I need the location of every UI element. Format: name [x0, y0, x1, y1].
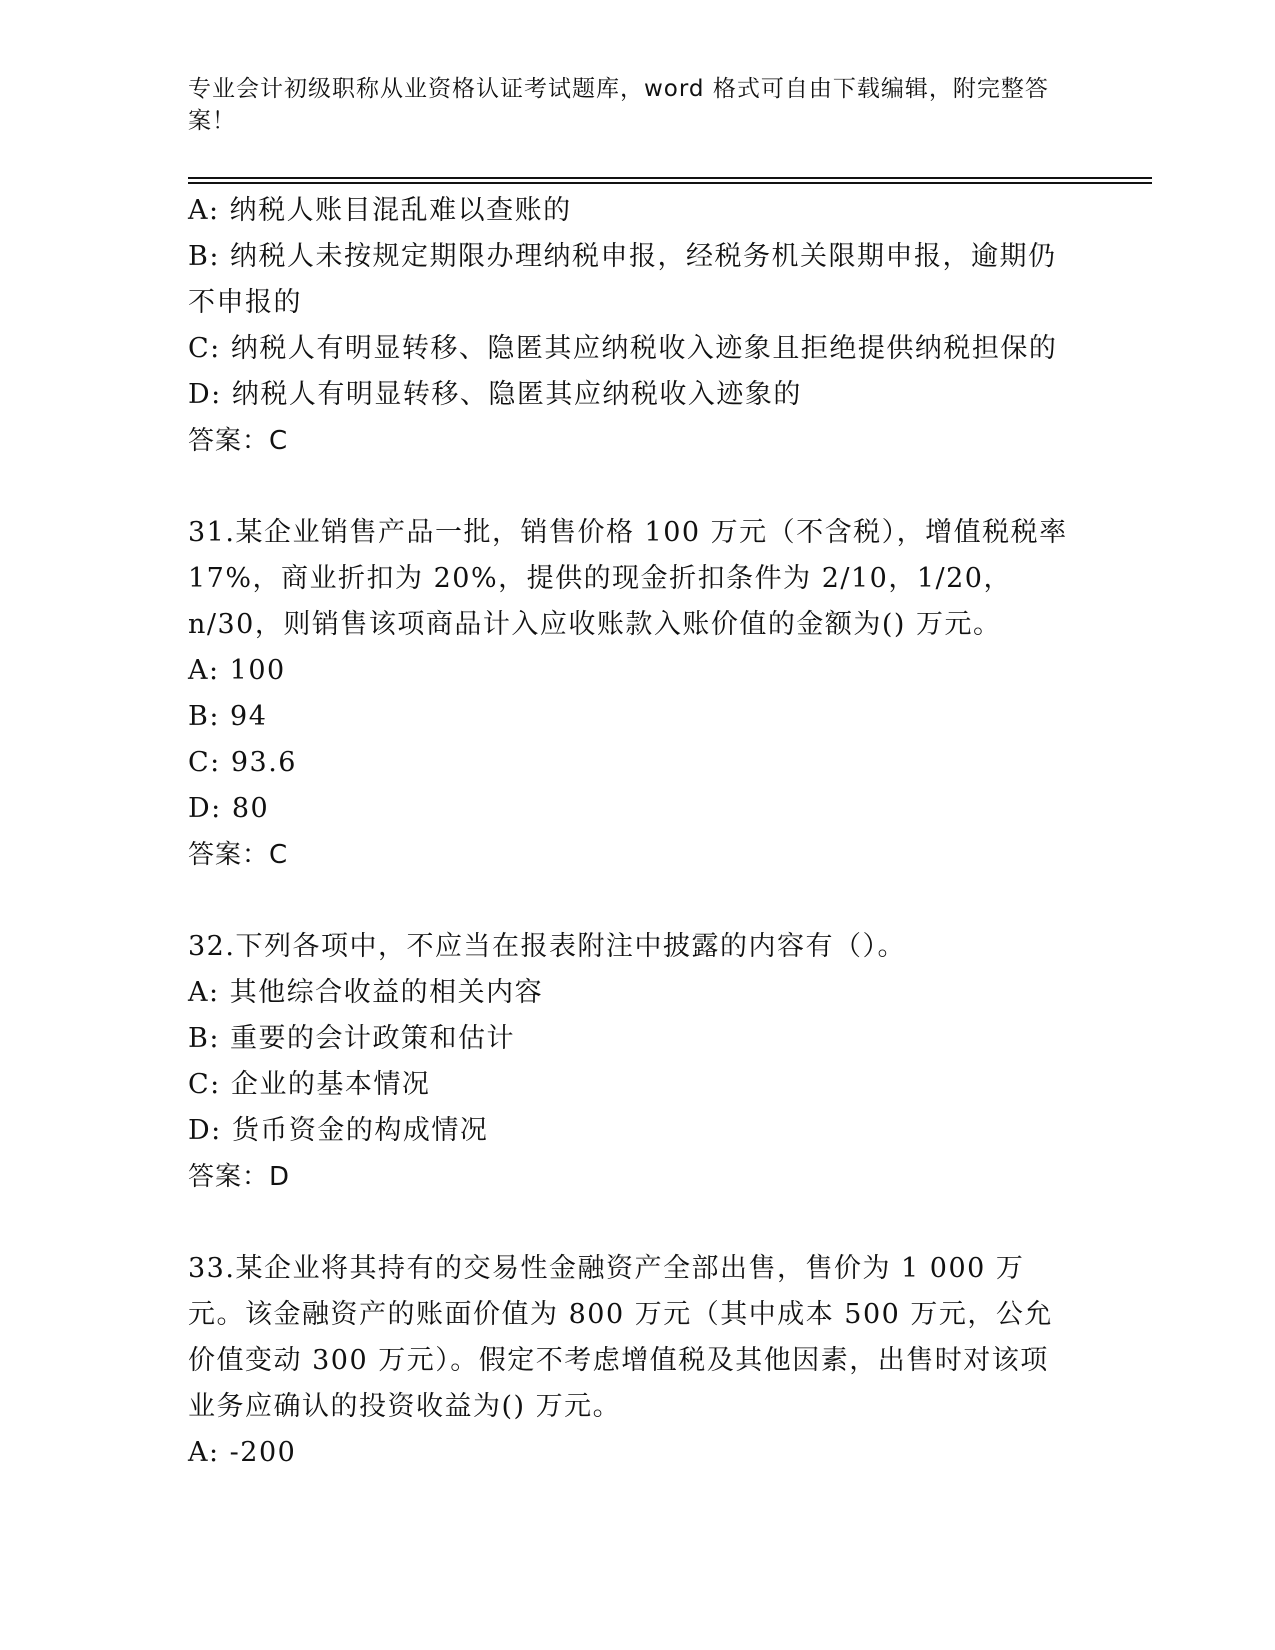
question-block-32 [188, 924, 1068, 1200]
option-c: C: 纳税人有明显转移、隐匿其应纳税收入迹象且拒绝提供纳税担保的 [188, 333, 1058, 364]
header-rule-top [188, 177, 1152, 179]
option-c: C: 93.6 [188, 747, 297, 778]
option-d: D: 纳税人有明显转移、隐匿其应纳税收入迹象的 [188, 379, 802, 410]
spacer [188, 878, 1068, 924]
option-d: D: 货币资金的构成情况 [188, 1115, 489, 1146]
option-d: D: 80 [188, 793, 270, 824]
question-content [188, 188, 1068, 1476]
option-b: B: 重要的会计政策和估计 [188, 1023, 516, 1054]
option-c: C: 企业的基本情况 [188, 1069, 431, 1100]
header-rule-bottom [188, 182, 1152, 184]
question-text: 33.某企业将其持有的交易性金融资产全部出售，售价为 1 000 万元。该金融资产的账面价值为 800 万元（其中成本 500 万元，公允价值变动 300 万元）。假定不考虑增值税及其他因素，出售时对该项业务应确认的投资收益为() 万元。 [188, 1253, 1053, 1422]
document-header: 专业会计初级职称从业资格认证考试题库，word 格式可自由下载编辑，附完整答案！ [188, 76, 1049, 134]
option-a: A: 其他综合收益的相关内容 [188, 977, 544, 1008]
answer: 答案：D [188, 1162, 291, 1192]
option-a: A: -200 [188, 1437, 297, 1468]
answer: 答案：C [188, 840, 289, 870]
option-b: B: 纳税人未按规定期限办理纳税申报，经税务机关限期申报，逾期仍不申报的 [188, 241, 1057, 318]
question-block-30 [188, 188, 1068, 464]
question-block-31 [188, 510, 1068, 878]
question-text: 31.某企业销售产品一批，销售价格 100 万元（不含税），增值税税率 17%，商业折扣为 20%，提供的现金折扣条件为 2/10，1/20，n/30，则销售该项商品计入应收账款入账价值的金额为() 万元。 [188, 517, 1068, 640]
option-a: A: 纳税人账目混乱难以查账的 [188, 195, 572, 226]
option-a: A: 100 [188, 655, 286, 686]
answer: 答案：C [188, 426, 289, 456]
question-block-33 [188, 1246, 1068, 1476]
spacer [188, 464, 1068, 510]
option-b: B: 94 [188, 701, 268, 732]
spacer [188, 1200, 1068, 1246]
question-text: 32.下列各项中，不应当在报表附注中披露的内容有（）。 [188, 931, 906, 962]
